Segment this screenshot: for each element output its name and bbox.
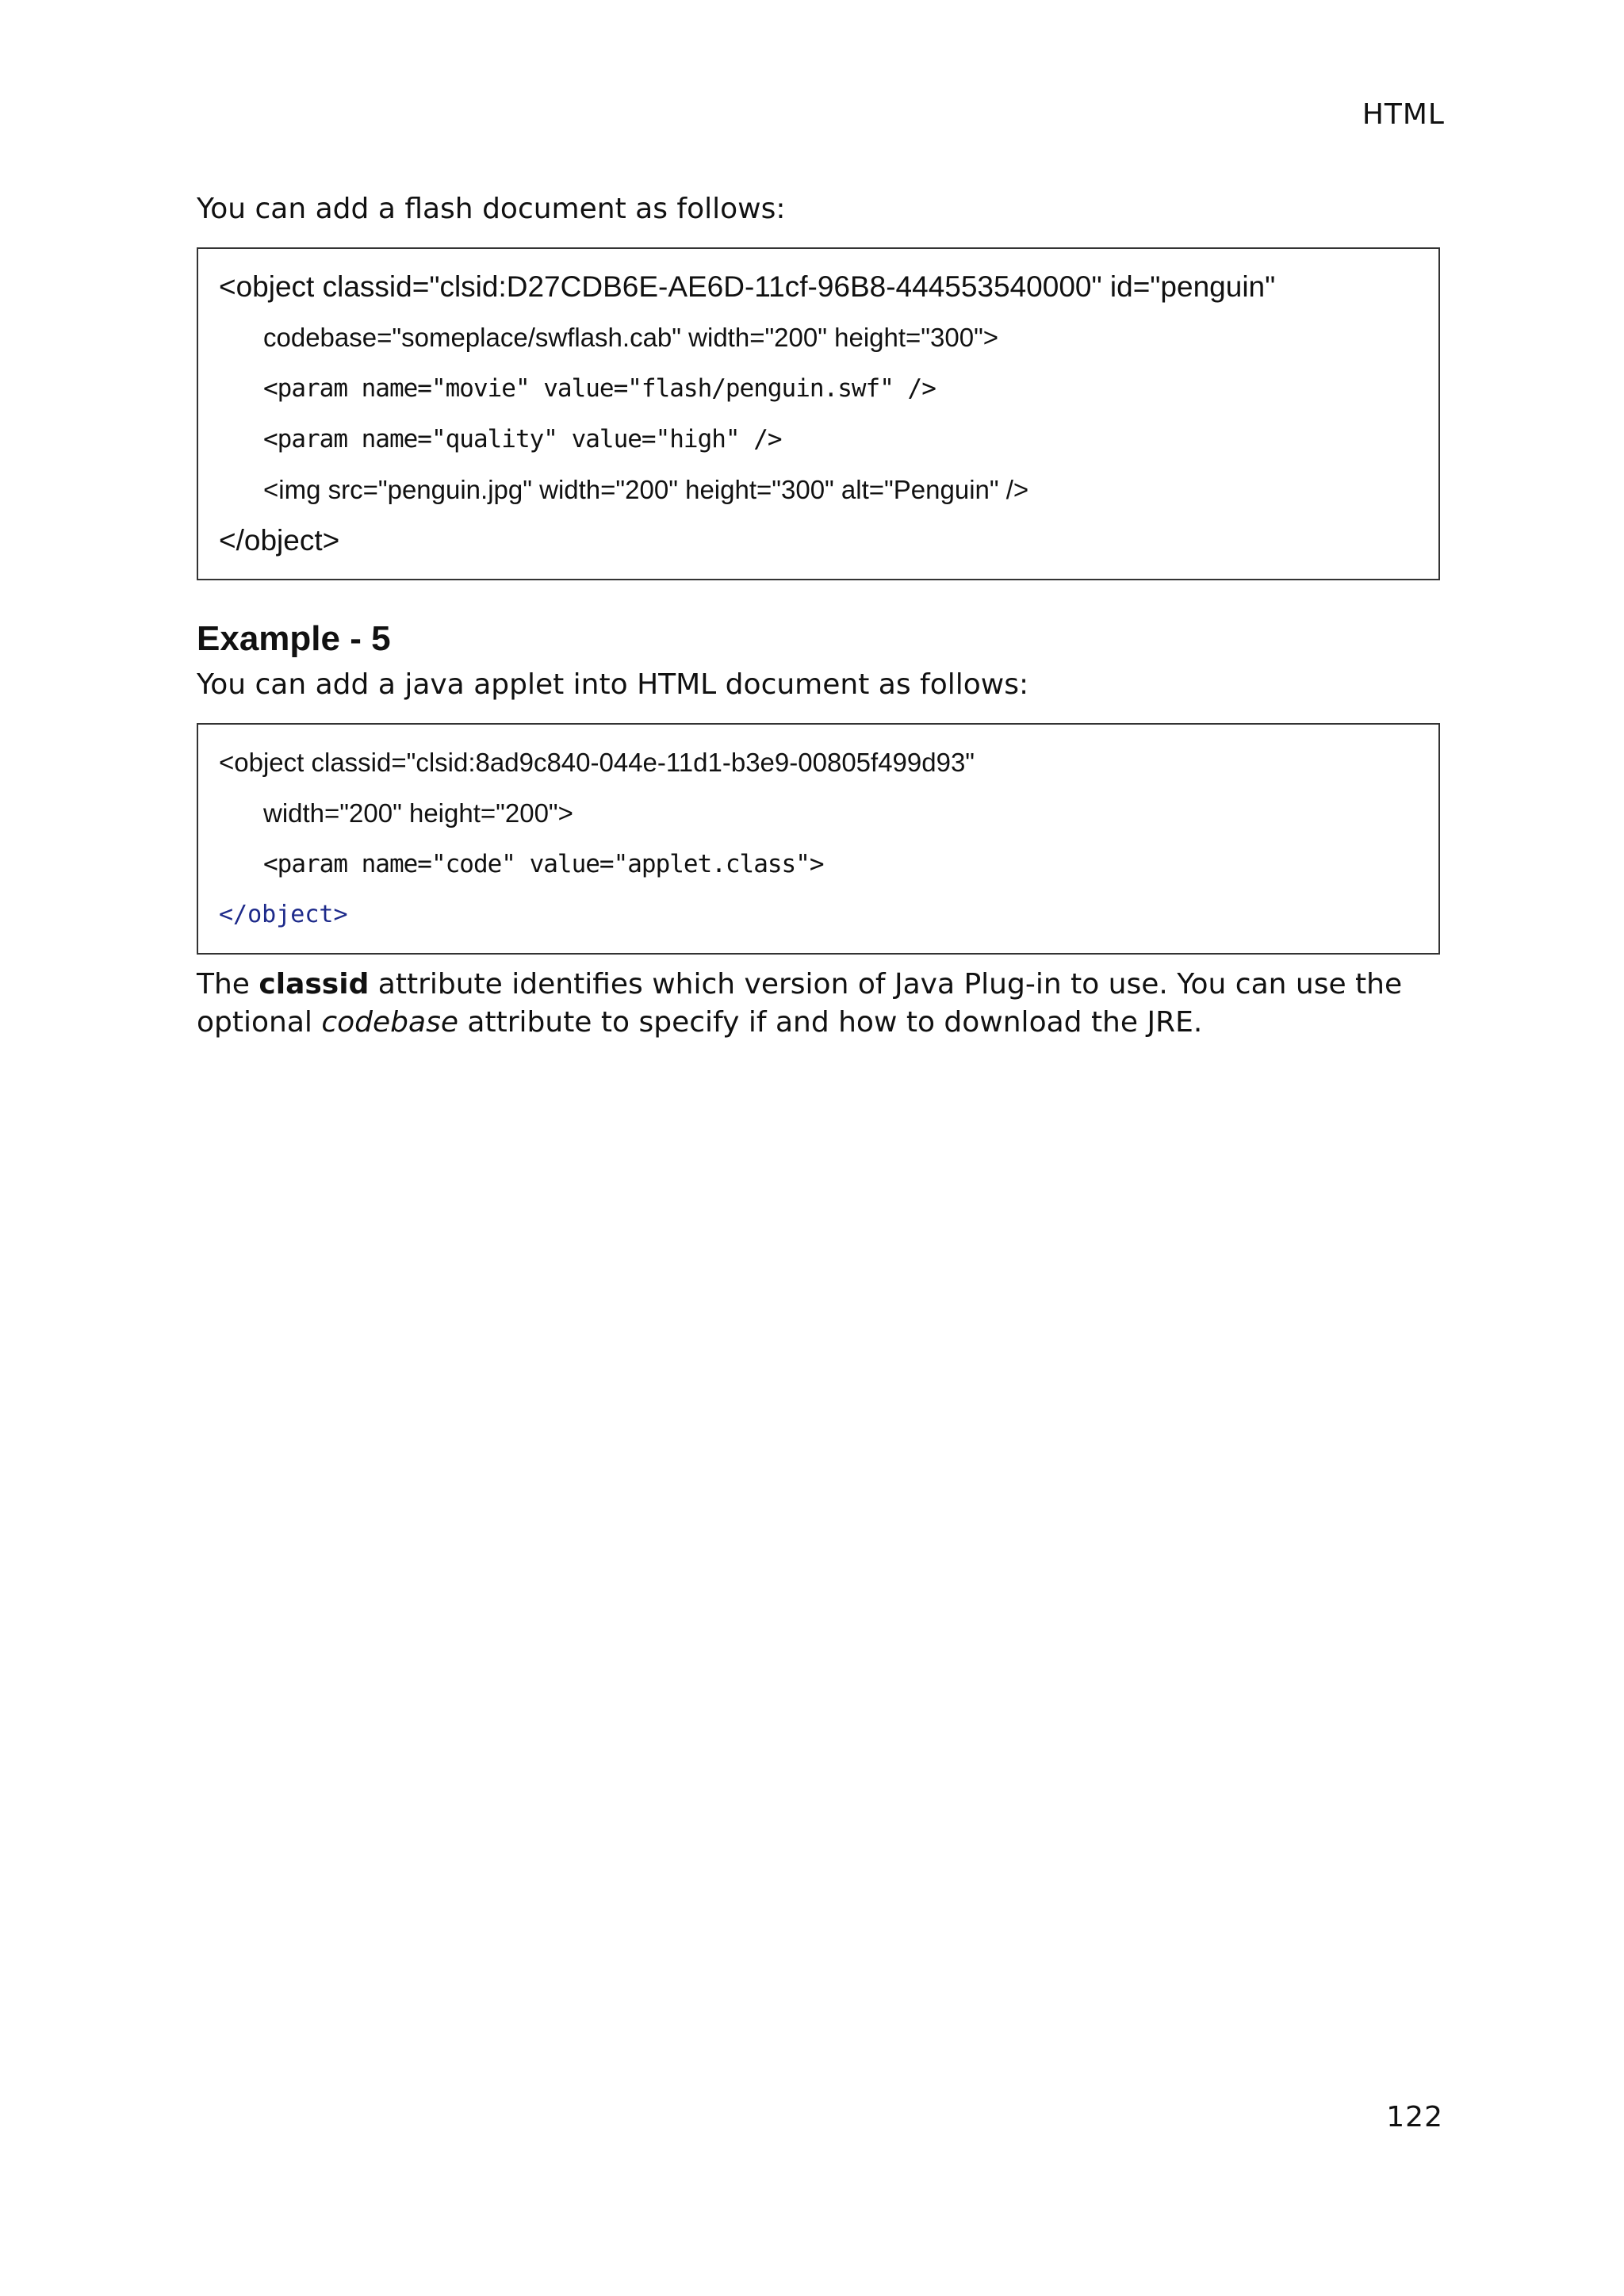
code-line: <object classid="clsid:D27CDB6E-AE6D-11cf-96B8-444553540000" id="penguin": [219, 270, 1276, 303]
code-line: <param name="movie" value="flash/penguin.swf" />: [263, 374, 936, 403]
codebase-term: codebase: [321, 1006, 458, 1039]
code-line: <param name="code" value="applet.class">: [263, 850, 824, 878]
example-heading: Example - 5: [197, 619, 391, 658]
code-line: codebase="someplace/swflash.cab" width="200" height="300">: [263, 323, 999, 352]
closing-text: The: [197, 968, 259, 1001]
code-line: <img src="penguin.jpg" width="200" height="300" alt="Penguin" />: [263, 475, 1029, 504]
page-content: [197, 190, 1440, 1070]
code-line: <param name="quality" value="high" />: [263, 425, 782, 453]
running-header: HTML: [1362, 98, 1445, 131]
code-line: </object>: [219, 901, 348, 928]
closing-text: attribute identifies which version of Java Plug-in to use. You can use the optional: [197, 968, 1403, 1039]
intro-flash-text: You can add a flash document as follows:: [197, 193, 786, 225]
closing-text: attribute to specify if and how to download the JRE.: [458, 1006, 1203, 1039]
closing-paragraph: [197, 966, 1440, 1042]
classid-term: classid: [259, 968, 370, 1001]
code-line: <object classid="clsid:8ad9c840-044e-11d1-b3e9-00805f499d93": [219, 748, 975, 777]
flash-code-box: [197, 247, 1440, 580]
applet-code-box: [197, 723, 1440, 955]
page-number: 122: [1386, 2101, 1443, 2133]
code-line: </object>: [219, 524, 340, 557]
intro-applet-text: You can add a java applet into HTML document as follows:: [197, 668, 1029, 701]
code-line: width="200" height="200">: [263, 798, 573, 828]
